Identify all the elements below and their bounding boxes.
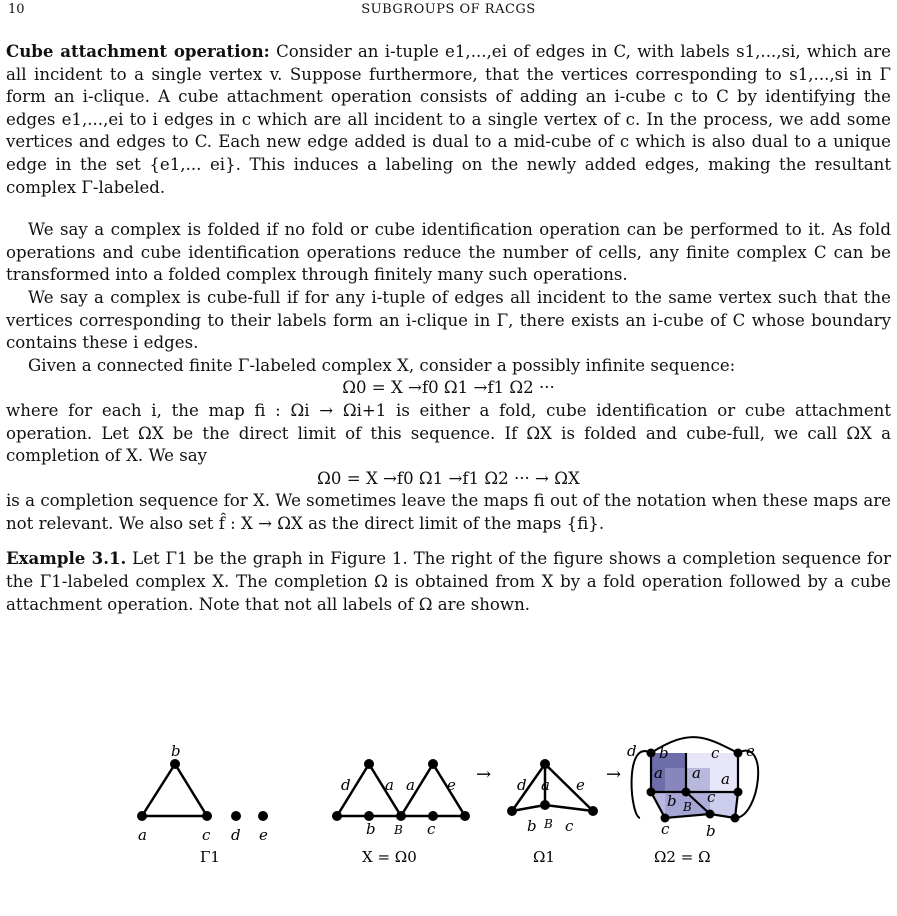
page-number: 10 (8, 2, 25, 17)
omega1-label-b: b (527, 817, 537, 835)
cube-attachment-paragraph (6, 40, 891, 199)
arrow-2: → (606, 764, 622, 785)
gamma-label-d: d (231, 826, 241, 844)
omega1-label-d: d (517, 776, 527, 794)
omega2-label-e: e (746, 742, 755, 760)
caption-gamma1: Γ1 (200, 848, 220, 866)
equation-completion: Ω0 = X →f0 Ω1 →f1 Ω2 ··· → ΩX (317, 468, 580, 488)
caption-omega2: Ω2 = Ω (654, 848, 711, 866)
where-paragraph: where for each i, the map fi : Ωi → Ωi+1 is either a fold, cube identification or cube attachment operation. Let ΩX be the direct limit of this sequence. If ΩX is folded and cube-full, we call ΩX a completion of X. We say (6, 400, 891, 466)
caption-x: X = Ω0 (362, 848, 417, 866)
omega2-label-c-top: c (711, 744, 720, 762)
cube-full-paragraph: We say a complex is cube-full if for any i-tuple of edges all incident to the same vertex such that the vertices corresponding to their labels form an i-clique in Γ, there exists an i-cube of C whose boundary contains these i edges. (6, 287, 891, 353)
x-label-c: c (427, 820, 436, 838)
x-label-e: e (447, 776, 456, 794)
x-label-a2: a (406, 776, 415, 794)
omega1-label-a: a (541, 776, 550, 794)
arrow-1: → (476, 764, 492, 785)
example-body: Let Γ1 be the graph in Figure 1. The right of the figure shows a completion sequence for the Γ1-labeled complex X. The completion Ω is obtained from X by a fold operation followed by a cube attachment operation. Note that not all labels of Ω are shown. (6, 549, 891, 614)
x-label-d: d (341, 776, 351, 794)
equation-sequence: Ω0 = X →f0 Ω1 →f1 Ω2 ··· (342, 378, 555, 398)
example-title: Example 3.1. (6, 548, 127, 569)
omega2-label-a-right: a (721, 770, 730, 788)
complex-x (332, 759, 470, 866)
x-label-B: B (394, 823, 403, 837)
x-label-a1: a (385, 776, 394, 794)
omega2-label-B: B (683, 800, 692, 814)
omega2-label-d: d (627, 742, 637, 760)
complex-omega2 (627, 737, 758, 866)
omega2-label-c-mid: c (707, 788, 716, 806)
x-label-b: b (366, 820, 376, 838)
gamma-label-c: c (202, 826, 211, 844)
cube-attachment-body: Consider an i-tuple e1,...,ei of edges in C, with labels s1,...,si, which are all incident to a single vertex v. Suppose furthermore, that the vertices corresponding to s1,...,si in Γ form an i-clique. A cube attachment operation consists of adding an i-cube c to C by identifying the edges e1,...,ei to i edges in c which are all incident to a single vertex of c. In the process, we add some vertices and edges to C. Each new edge added is dual to a mid-cube of c which is also dual to a unique edge in the set {e1,... ei}. This induces a labeling on the newly added edges, making the resultant complex Γ-labeled. (6, 42, 891, 197)
omega1-label-c: c (565, 817, 574, 835)
gamma-label-e: e (259, 826, 268, 844)
completion-paragraph: is a completion sequence for X. We sometimes leave the maps fi out of the notation when these maps are not relevant. We also set f̂ : X → ΩX as the direct limit of the maps {fi}. (6, 491, 891, 533)
omega2-label-b-bottom: b (706, 822, 716, 840)
body-text (6, 40, 891, 616)
omega2-label-b-top: b (659, 744, 669, 762)
figure-1 (0, 742, 897, 916)
complex-omega1 (507, 759, 598, 866)
omega2-label-a-left: a (654, 764, 663, 782)
omega1-label-B: B (544, 817, 553, 831)
gamma-label-b: b (171, 742, 181, 760)
omega2-label-c-bottom: c (661, 820, 670, 838)
example-paragraph (6, 547, 891, 616)
folded-paragraph: We say a complex is folded if no fold or cube identification operation can be performed to it. As fold operations and cube identification operations reduce the number of cells, any finite complex C can be transformed into a folded complex through finitely many such operations. (6, 220, 891, 285)
omega2-label-b-mid: b (667, 792, 677, 810)
omega1-label-e: e (576, 776, 585, 794)
page-header (0, 2, 897, 22)
running-title: SUBGROUPS OF RACGS (361, 2, 536, 17)
gamma-label-a: a (138, 826, 147, 844)
omega2-label-a-mid: a (692, 764, 701, 782)
cube-attachment-title: Cube attachment operation: (6, 41, 270, 61)
given-paragraph: Given a connected finite Γ-labeled complex X, consider a possibly infinite sequence: (28, 355, 736, 375)
graph-gamma1 (137, 742, 268, 866)
caption-omega1: Ω1 (533, 848, 555, 866)
